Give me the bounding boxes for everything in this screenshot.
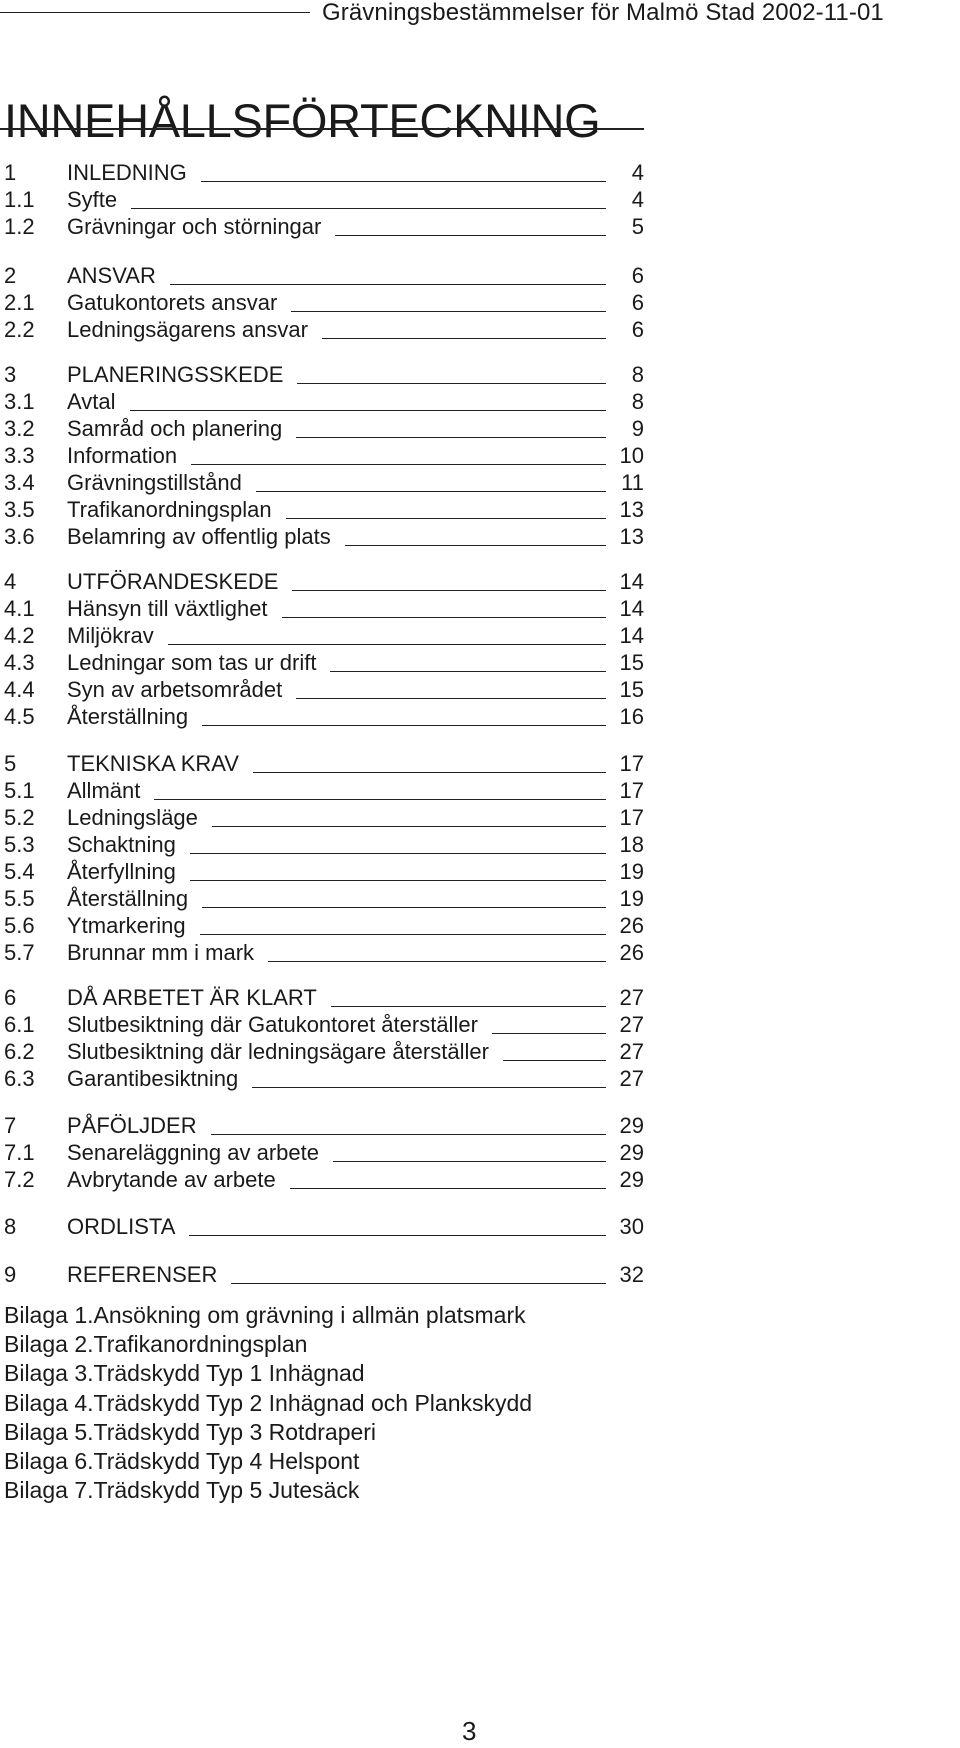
toc-entry-title: TEKNISKA KRAV xyxy=(67,751,239,776)
toc-leader-line xyxy=(131,207,606,209)
toc-entry[interactable] xyxy=(4,831,644,859)
toc-entry-title: Ytmarkering xyxy=(67,913,186,938)
toc-entry[interactable] xyxy=(4,1213,644,1241)
toc-entry[interactable] xyxy=(4,442,644,470)
toc-entry[interactable] xyxy=(4,388,644,416)
appendix-label: Bilaga 4. xyxy=(4,1390,94,1416)
toc-entry-number: 6.3 xyxy=(4,1066,35,1091)
toc-entry-page: 32 xyxy=(619,1262,644,1287)
toc-entry[interactable] xyxy=(4,1065,644,1093)
toc-entry-page: 8 xyxy=(631,362,644,387)
toc-entry-title: PLANERINGSSKEDE xyxy=(67,362,284,387)
toc-entry-title: Miljökrav xyxy=(67,623,154,648)
toc-entry-title: Återfyllning xyxy=(67,859,176,884)
toc-entry-title: ANSVAR xyxy=(67,263,156,288)
toc-entry-title: Ledningsläge xyxy=(67,805,198,830)
toc-entry-number: 3.2 xyxy=(4,416,35,441)
toc-entry-title: Brunnar mm i mark xyxy=(67,940,255,965)
toc-leader-line xyxy=(168,643,606,645)
toc-entry[interactable] xyxy=(4,469,644,497)
toc-entry-page: 17 xyxy=(619,778,644,803)
toc-entry-title: Belamring av offentlig plats xyxy=(67,524,331,549)
toc-entry-number: 7.1 xyxy=(4,1140,35,1165)
toc-entry-number: 3.3 xyxy=(4,443,35,468)
toc-entry-number: 5.7 xyxy=(4,940,35,965)
toc-entry-number: 4.5 xyxy=(4,704,35,729)
toc-entry-title: Syn av arbetsområdet xyxy=(67,677,283,702)
toc-entry[interactable] xyxy=(4,186,644,214)
toc-entry-page: 4 xyxy=(631,160,644,185)
toc-entry-page: 27 xyxy=(619,1012,644,1037)
toc-entry-title: Samråd och planering xyxy=(67,416,283,441)
toc-entry-title: Grävningstillstånd xyxy=(67,470,242,495)
toc-entry-number: 2 xyxy=(4,263,17,288)
toc-entry-page: 29 xyxy=(619,1140,644,1165)
toc-leader-line xyxy=(492,1032,606,1034)
toc-entry-title: Syfte xyxy=(67,187,118,212)
toc-entry[interactable] xyxy=(4,1112,644,1140)
toc-entry-page: 26 xyxy=(619,913,644,938)
toc-leader-line xyxy=(290,1187,606,1189)
toc-entry-page: 16 xyxy=(619,704,644,729)
toc-entry-page: 15 xyxy=(619,650,644,675)
appendix-label: Bilaga 6. xyxy=(4,1448,94,1474)
toc-entry[interactable] xyxy=(4,316,644,344)
document-header: Grävningsbestämmelser för Malmö Stad 2002-11-01 xyxy=(322,0,884,26)
toc-leader-line xyxy=(282,616,606,618)
appendix-label: Bilaga 1. xyxy=(4,1302,94,1328)
page-title: INNEHÅLLSFÖRTECKNING xyxy=(4,94,601,148)
toc-entry-page: 29 xyxy=(619,1167,644,1192)
toc-entry-title: Avtal xyxy=(67,389,116,414)
toc-entry-number: 3.6 xyxy=(4,524,35,549)
toc-leader-line xyxy=(211,1133,606,1135)
toc-entry-title: Ledningar som tas ur drift xyxy=(67,650,317,675)
toc-entry-number: 4.4 xyxy=(4,677,35,702)
toc-entry-title: ORDLISTA xyxy=(67,1214,176,1239)
toc-entry-title: Slutbesiktning där ledningsägare återställer xyxy=(67,1039,489,1064)
toc-entry[interactable] xyxy=(4,415,644,443)
toc-entry[interactable] xyxy=(4,649,644,677)
toc-leader-line xyxy=(189,1234,606,1236)
toc-leader-line xyxy=(345,544,606,546)
toc-entry-title: Gatukontorets ansvar xyxy=(67,290,278,315)
appendix-title: Trädskydd Typ 3 Rotdraperi xyxy=(93,1419,377,1445)
toc-leader-line xyxy=(191,463,606,465)
toc-leader-line xyxy=(322,337,606,339)
toc-leader-line xyxy=(202,724,606,726)
toc-entry-number: 1 xyxy=(4,160,17,185)
toc-entry-page: 4 xyxy=(631,187,644,212)
toc-entry-page: 9 xyxy=(631,416,644,441)
toc-entry-number: 5.6 xyxy=(4,913,35,938)
toc-entry-number: 2.2 xyxy=(4,317,35,342)
toc-entry-number: 5.2 xyxy=(4,805,35,830)
toc-leader-line xyxy=(335,234,606,236)
toc-entry-number: 4 xyxy=(4,569,17,594)
toc-leader-line xyxy=(296,436,606,438)
toc-entry[interactable] xyxy=(4,262,644,290)
toc-entry-number: 4.3 xyxy=(4,650,35,675)
toc-leader-line xyxy=(212,825,606,827)
toc-leader-line xyxy=(253,771,606,773)
toc-entry-page: 8 xyxy=(631,389,644,414)
toc-leader-line xyxy=(292,589,606,591)
toc-entry-page: 6 xyxy=(631,263,644,288)
toc-entry-number: 4.2 xyxy=(4,623,35,648)
toc-entry-page: 29 xyxy=(619,1113,644,1138)
toc-entry[interactable] xyxy=(4,289,644,317)
appendix-item xyxy=(4,1417,376,1447)
toc-entry-number: 5.5 xyxy=(4,886,35,911)
toc-entry[interactable] xyxy=(4,595,644,623)
toc-leader-line xyxy=(201,180,606,182)
toc-entry-number: 3.5 xyxy=(4,497,35,522)
appendix-item xyxy=(4,1446,359,1476)
appendix-title: Trädskydd Typ 1 Inhägnad xyxy=(93,1360,365,1386)
toc-entry[interactable] xyxy=(4,361,644,389)
toc-entry[interactable] xyxy=(4,885,644,913)
toc-entry-title: REFERENSER xyxy=(67,1262,218,1287)
appendix-item xyxy=(4,1329,307,1359)
toc-entry[interactable] xyxy=(4,523,644,551)
toc-entry-title: Trafikanordningsplan xyxy=(67,497,272,522)
toc-entry-page: 19 xyxy=(619,859,644,884)
header-rule xyxy=(0,12,310,13)
toc-entry-number: 1.2 xyxy=(4,214,35,239)
toc-leader-line xyxy=(330,670,606,672)
toc-leader-line xyxy=(252,1086,606,1088)
appendix-label: Bilaga 3. xyxy=(4,1360,94,1386)
toc-entry-page: 27 xyxy=(619,985,644,1010)
toc-leader-line xyxy=(291,310,606,312)
toc-leader-line xyxy=(333,1160,606,1162)
appendix-title: Ansökning om grävning i allmän platsmark xyxy=(93,1302,526,1328)
toc-entry-page: 26 xyxy=(619,940,644,965)
toc-entry-number: 5 xyxy=(4,751,17,776)
toc-entry-title: UTFÖRANDESKEDE xyxy=(67,569,279,594)
appendix-item xyxy=(4,1475,359,1505)
toc-entry-page: 13 xyxy=(619,524,644,549)
toc-entry[interactable] xyxy=(4,750,644,778)
toc-entry-title: Ledningsägarens ansvar xyxy=(67,317,308,342)
toc-leader-line xyxy=(154,798,606,800)
toc-entry-page: 14 xyxy=(619,569,644,594)
toc-leader-line xyxy=(190,852,606,854)
toc-entry-number: 5.1 xyxy=(4,778,35,803)
toc-entry-number: 3 xyxy=(4,362,17,387)
title-underline xyxy=(0,128,644,130)
toc-entry[interactable] xyxy=(4,622,644,650)
toc-entry-number: 6.1 xyxy=(4,1012,35,1037)
page-number: 3 xyxy=(462,1716,477,1746)
toc-leader-line xyxy=(170,283,606,285)
toc-entry-page: 11 xyxy=(621,470,644,495)
toc-entry-page: 6 xyxy=(631,290,644,315)
toc-entry-title: Avbrytande av arbete xyxy=(67,1167,276,1192)
toc-entry-title: Grävningar och störningar xyxy=(67,214,322,239)
toc-entry-number: 7.2 xyxy=(4,1167,35,1192)
toc-leader-line xyxy=(296,697,606,699)
appendix-label: Bilaga 5. xyxy=(4,1419,94,1445)
toc-entry[interactable] xyxy=(4,1139,644,1167)
toc-entry[interactable] xyxy=(4,1038,644,1066)
toc-entry-number: 7 xyxy=(4,1113,17,1138)
appendix-title: Trädskydd Typ 2 Inhägnad och Plankskydd xyxy=(93,1390,533,1416)
appendix-title: Trädskydd Typ 5 Jutesäck xyxy=(93,1477,360,1503)
toc-entry[interactable] xyxy=(4,1166,644,1194)
toc-leader-line xyxy=(190,879,606,881)
toc-entry-page: 5 xyxy=(631,214,644,239)
toc-entry-number: 5.4 xyxy=(4,859,35,884)
appendix-label: Bilaga 2. xyxy=(4,1331,94,1357)
toc-entry[interactable] xyxy=(4,159,644,187)
toc-entry-title: Återställning xyxy=(67,886,189,911)
toc-entry-page: 17 xyxy=(619,751,644,776)
toc-entry-number: 2.1 xyxy=(4,290,35,315)
toc-entry-page: 27 xyxy=(619,1066,644,1091)
appendix-title: Trafikanordningsplan xyxy=(93,1331,308,1357)
toc-entry-page: 18 xyxy=(619,832,644,857)
toc-entry-title: Schaktning xyxy=(67,832,176,857)
toc-entry-number: 9 xyxy=(4,1262,17,1287)
toc-leader-line xyxy=(297,382,606,384)
toc-entry-page: 13 xyxy=(619,497,644,522)
toc-entry-number: 3.1 xyxy=(4,389,35,414)
toc-leader-line xyxy=(231,1282,606,1284)
toc-leader-line xyxy=(130,409,606,411)
toc-entry-number: 1.1 xyxy=(4,187,35,212)
toc-entry-title: DÅ ARBETET ÄR KLART xyxy=(67,985,317,1010)
toc-entry-page: 10 xyxy=(619,443,644,468)
toc-leader-line xyxy=(331,1005,606,1007)
toc-entry-page: 27 xyxy=(619,1039,644,1064)
toc-entry[interactable] xyxy=(4,912,644,940)
toc-entry-title: Senareläggning av arbete xyxy=(67,1140,319,1165)
toc-entry[interactable] xyxy=(4,804,644,832)
toc-entry-page: 17 xyxy=(619,805,644,830)
toc-entry[interactable] xyxy=(4,568,644,596)
toc-entry[interactable] xyxy=(4,213,644,241)
toc-entry-page: 15 xyxy=(619,677,644,702)
toc-entry[interactable] xyxy=(4,1011,644,1039)
toc-leader-line xyxy=(256,490,606,492)
toc-entry-title: PÅFÖLJDER xyxy=(67,1113,197,1138)
toc-entry-title: Hänsyn till växtlighet xyxy=(67,596,268,621)
toc-entry-number: 3.4 xyxy=(4,470,35,495)
toc-leader-line xyxy=(268,960,606,962)
toc-entry-number: 4.1 xyxy=(4,596,35,621)
toc-entry[interactable] xyxy=(4,858,644,886)
toc-leader-line xyxy=(202,906,606,908)
toc-entry[interactable] xyxy=(4,984,644,1012)
toc-entry-title: Slutbesiktning där Gatukontoret återställer xyxy=(67,1012,478,1037)
toc-leader-line xyxy=(503,1059,606,1061)
toc-entry-page: 14 xyxy=(619,596,644,621)
appendix-label: Bilaga 7. xyxy=(4,1477,94,1503)
toc-entry-title: INLEDNING xyxy=(67,160,187,185)
toc-entry[interactable] xyxy=(4,676,644,704)
toc-entry[interactable] xyxy=(4,703,644,731)
toc-entry-number: 8 xyxy=(4,1214,17,1239)
toc-leader-line xyxy=(286,517,606,519)
appendix-item xyxy=(4,1358,365,1388)
toc-entry[interactable] xyxy=(4,777,644,805)
toc-entry-title: Garantibesiktning xyxy=(67,1066,239,1091)
toc-entry[interactable] xyxy=(4,939,644,967)
toc-entry-page: 6 xyxy=(631,317,644,342)
toc-entry-number: 5.3 xyxy=(4,832,35,857)
appendix-item xyxy=(4,1388,532,1418)
toc-entry-page: 30 xyxy=(619,1214,644,1239)
toc-entry-title: Allmänt xyxy=(67,778,141,803)
appendix-item xyxy=(4,1300,526,1330)
toc-entry-number: 6.2 xyxy=(4,1039,35,1064)
toc-entry-page: 14 xyxy=(619,623,644,648)
toc-entry-title: Återställning xyxy=(67,704,189,729)
appendix-title: Trädskydd Typ 4 Helspont xyxy=(93,1448,360,1474)
toc-entry[interactable] xyxy=(4,496,644,524)
toc-entry-number: 6 xyxy=(4,985,17,1010)
toc-entry[interactable] xyxy=(4,1261,644,1289)
toc-entry-page: 19 xyxy=(619,886,644,911)
toc-entry-title: Information xyxy=(67,443,178,468)
toc-leader-line xyxy=(200,933,606,935)
